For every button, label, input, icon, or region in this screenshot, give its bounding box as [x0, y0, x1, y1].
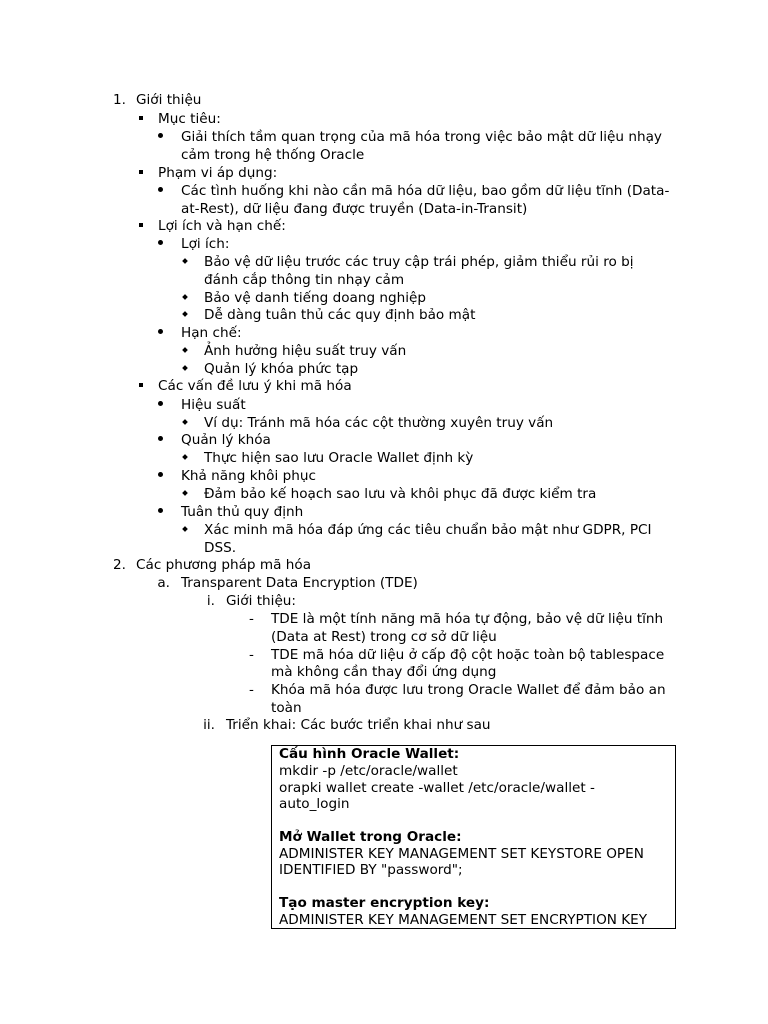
perf-item: Ví dụ: Tránh mã hóa các cột thường xuyên truy vấn [204, 415, 554, 431]
diamond-bullet-icon [182, 347, 188, 353]
pros-cons-label: Lợi ích và hạn chế: [158, 218, 286, 234]
key-label: Quản lý khóa [181, 432, 271, 448]
code-line: mkdir -p /etc/oracle/wallet [279, 763, 458, 779]
compliance-item-line: Xác minh mã hóa đáp ứng các tiêu chuẩn bảo mật như GDPR, PCI [204, 522, 652, 538]
code-line: IDENTIFIED BY "password"; [279, 862, 463, 878]
code-heading: Mở Wallet trong Oracle: [279, 829, 462, 845]
pro-item-line: Bảo vệ dữ liệu trước các truy cập trái phép, giảm thiểu rủi ro bị [204, 254, 634, 270]
cons-label: Hạn chế: [181, 325, 242, 341]
section-title: Các phương pháp mã hóa [136, 557, 312, 573]
round-bullet-icon [158, 240, 163, 245]
dash-marker: - [249, 611, 254, 627]
scope-item-line: at-Rest), dữ liệu đang được truyền (Data-in-Transit) [181, 201, 528, 217]
code-line: orapki wallet create -wallet /etc/oracle/wallet - [279, 780, 595, 796]
scope-item-line: Các tình huống khi nào cần mã hóa dữ liệu, bao gồm dữ liệu tĩnh (Data- [181, 183, 670, 199]
square-bullet-icon [139, 170, 143, 174]
roman-marker: i. [206, 593, 215, 609]
deploy-label: Triển khai: Các bước triển khai như sau [226, 717, 491, 733]
intro-item-line: TDE mã hóa dữ liệu ở cấp độ cột hoặc toàn bộ tablespace [271, 647, 665, 663]
roman-marker: ii. [203, 717, 215, 733]
con-item: Ảnh hưởng hiệu suất truy vấn [204, 343, 407, 359]
diamond-bullet-icon [182, 526, 188, 532]
round-bullet-icon [158, 508, 163, 513]
code-line: ADMINISTER KEY MANAGEMENT SET KEYSTORE OPEN [279, 846, 644, 862]
intro-item-line: Khóa mã hóa được lưu trong Oracle Wallet để đảm bảo an [271, 682, 666, 698]
scope-label: Phạm vi áp dụng: [158, 165, 278, 181]
code-line: ADMINISTER KEY MANAGEMENT SET ENCRYPTION KEY [279, 912, 648, 928]
square-bullet-icon [139, 223, 143, 227]
code-box [271, 745, 676, 929]
diamond-bullet-icon [182, 454, 188, 460]
con-item: Quản lý khóa phức tạp [204, 361, 359, 377]
round-bullet-icon [158, 401, 163, 406]
key-item: Thực hiện sao lưu Oracle Wallet định kỳ [204, 450, 474, 466]
intro-item-line: mà không cần thay đổi ứng dụng [271, 664, 497, 680]
square-bullet-icon [139, 383, 143, 387]
intro-item-line: (Data at Rest) trong cơ sở dữ liệu [271, 629, 497, 645]
diamond-bullet-icon [182, 294, 188, 300]
perf-label: Hiệu suất [181, 397, 246, 413]
diamond-bullet-icon [182, 490, 188, 496]
round-bullet-icon [158, 472, 163, 477]
dash-marker: - [249, 682, 254, 698]
recovery-label: Khả năng khôi phục [181, 468, 316, 484]
code-heading: Tạo master encryption key: [279, 895, 490, 911]
compliance-label: Tuân thủ quy định [181, 504, 304, 520]
round-bullet-icon [158, 436, 163, 441]
pros-label: Lợi ích: [181, 236, 230, 252]
round-bullet-icon [158, 187, 163, 192]
intro-item-line: toàn [271, 700, 302, 716]
section-number: 2. [113, 557, 126, 573]
subsection-title: Transparent Data Encryption (TDE) [181, 575, 418, 591]
code-heading: Cấu hình Oracle Wallet: [279, 746, 460, 762]
intro-label: Giới thiệu: [226, 593, 297, 609]
square-bullet-icon [139, 116, 143, 120]
notes-label: Các vấn đề lưu ý khi mã hóa [158, 378, 352, 394]
subsection-marker: a. [157, 575, 170, 591]
pro-item: Dễ dàng tuân thủ các quy định bảo mật [204, 307, 476, 323]
code-line: auto_login [279, 796, 350, 812]
diamond-bullet-icon [182, 365, 188, 371]
pro-item: Bảo vệ danh tiếng doang nghiệp [204, 290, 427, 306]
intro-item-line: TDE là một tính năng mã hóa tự động, bảo vệ dữ liệu tĩnh [271, 611, 664, 627]
round-bullet-icon [158, 133, 163, 138]
goal-item-line: cảm trong hệ thống Oracle [181, 147, 365, 163]
compliance-item-line: DSS. [204, 540, 237, 556]
section-title: Giới thiệu [136, 92, 202, 108]
pro-item-line: đánh cắp thông tin nhạy cảm [204, 272, 405, 288]
diamond-bullet-icon [182, 258, 188, 264]
recovery-item: Đảm bảo kế hoạch sao lưu và khôi phục đã được kiểm tra [204, 486, 597, 502]
goal-item-line: Giải thích tầm quan trọng của mã hóa trong việc bảo mật dữ liệu nhạy [181, 129, 662, 145]
goal-label: Mục tiêu: [158, 111, 221, 127]
diamond-bullet-icon [182, 419, 188, 425]
round-bullet-icon [158, 329, 163, 334]
dash-marker: - [249, 647, 254, 663]
diamond-bullet-icon [182, 311, 188, 317]
section-number: 1. [113, 92, 126, 108]
